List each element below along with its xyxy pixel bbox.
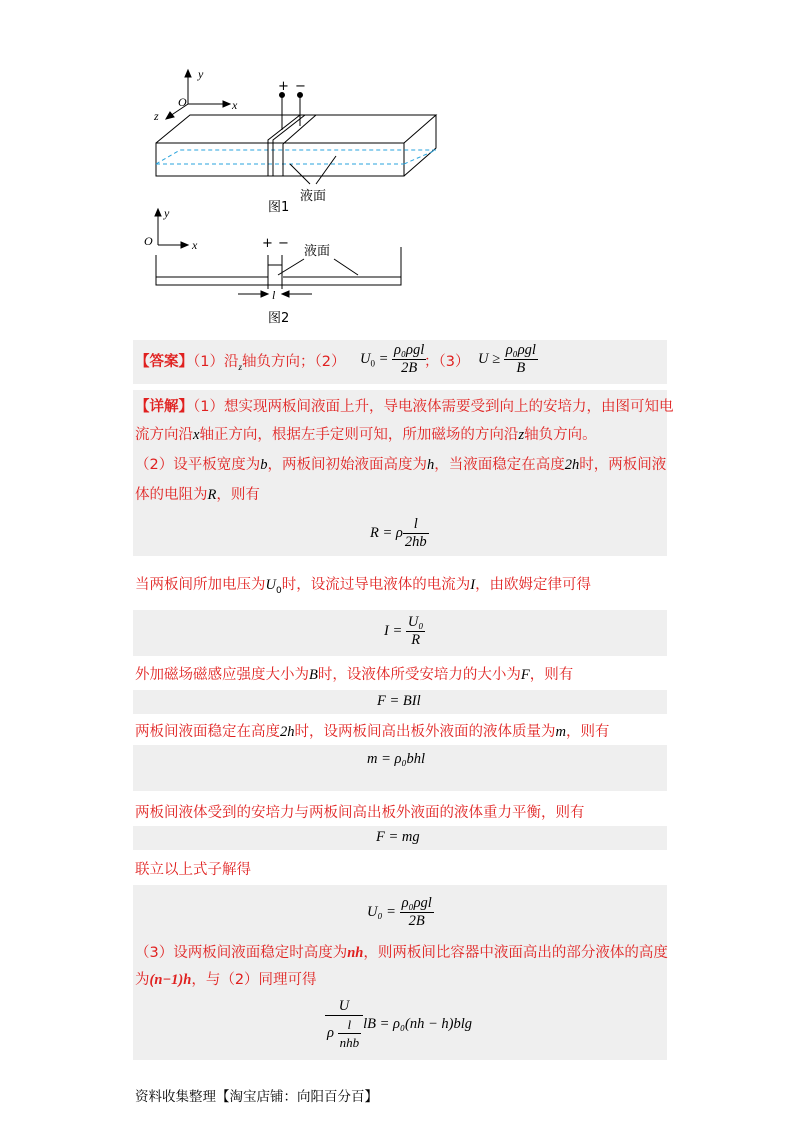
- detail-line-6: [135, 665, 573, 685]
- formula-i: [384, 614, 425, 649]
- last-rhs: lB = ρ₀(nh − h)blg: [363, 1015, 472, 1032]
- l4-var: R: [207, 487, 217, 503]
- terminals: [280, 93, 303, 131]
- l5a: 当两板间所加电压为: [135, 577, 266, 593]
- u-num: ρ₀ρgl: [401, 895, 432, 911]
- l5c: ，由欧姆定律可得: [475, 577, 592, 593]
- l7b: 时，设两板间高出板外液面的液体质量为: [294, 724, 556, 740]
- fig1-liquid-label: 液面: [300, 189, 327, 204]
- detail-line-7: [135, 722, 609, 742]
- detail-line-9: 联立以上式子解得: [135, 862, 251, 878]
- fig1-label-o: O: [178, 95, 187, 109]
- formula-u: [367, 895, 434, 930]
- detail-line-2: [135, 425, 597, 445]
- l3-var2: h: [426, 457, 435, 473]
- answer-tag: 【答案】: [135, 354, 193, 370]
- l2b: 轴正方向，根据左手定则可知，所加磁场的方向沿: [199, 427, 519, 443]
- formula-g: F = mg: [376, 829, 420, 845]
- l7c: ，则有: [565, 724, 610, 740]
- l3d: 时，两板间液: [579, 457, 667, 473]
- fig1-label-z: z: [154, 109, 159, 123]
- l5-var1: U: [265, 577, 276, 593]
- detail-line-1: [135, 397, 673, 417]
- l10a: （3）设两板间液面稳定时高度为: [135, 945, 348, 961]
- l11b: ，与（2）同理可得: [191, 972, 317, 988]
- l6b: 时，设液体所受安培力的大小为: [317, 667, 521, 683]
- l10b: ，则两板间比容器中液面高出的部分液体的高度: [363, 945, 668, 961]
- l6-var2: F: [520, 667, 530, 683]
- l7-var2: m: [555, 724, 566, 740]
- l5b: 时，设流过导电液体的电流为: [281, 577, 471, 593]
- l2c: 轴负方向。: [524, 427, 597, 443]
- detail-line-5: 当两板间所加电压为$U_0$时，设流过导电液体的电流为I，由欧姆定律可得: [135, 577, 592, 596]
- answer-formula-2: $U_0$ = $\frac{\text{ρ₀ρgl}}{2B}$: [360, 342, 425, 376]
- fig1-label-x: x: [232, 98, 238, 112]
- l2-var1: x: [193, 427, 200, 443]
- i-num: U₀: [407, 614, 424, 630]
- detail-line-4: [135, 485, 260, 505]
- f2-num: ρ₀ρgl: [394, 342, 425, 358]
- f2-eq: =: [374, 350, 393, 367]
- l11a: 为: [135, 972, 150, 988]
- l11-var: (n−1)h: [149, 972, 192, 988]
- f2-den: 2B: [401, 360, 418, 376]
- u-den: 2B: [408, 913, 425, 929]
- axes-icon: [155, 209, 188, 248]
- answer-part1-var: z: [238, 361, 242, 372]
- answer-part1-tail: 轴负方向；（2）: [242, 354, 346, 370]
- f3-num: ρ₀ρgl: [505, 342, 536, 358]
- u-lhs: U₀ =: [367, 903, 400, 920]
- fig2-label-y: y: [164, 206, 170, 220]
- figure-2: [140, 205, 410, 315]
- l6a: 外加磁场磁感应强度大小为: [135, 667, 309, 683]
- container-section: [156, 247, 401, 289]
- last-den-rho: ρ: [327, 1024, 334, 1041]
- fig1-plus: +: [278, 79, 289, 94]
- r-num: l: [403, 516, 429, 534]
- l4b: ，则有: [216, 487, 260, 503]
- fig2-gap-label: l: [272, 288, 276, 302]
- fig2-label-o: O: [144, 234, 153, 248]
- detail-line-8: 两板间液体受到的安培力与两板间高出板外液面的液体重力平衡，则有: [135, 805, 585, 821]
- f3-den: B: [516, 360, 526, 376]
- detail-line1-text: （1）想实现两板间液面上升，导电液体需要受到向上的安培力，由图可知电: [193, 399, 674, 415]
- container-box: [156, 115, 436, 176]
- f2-lhs: U: [360, 350, 371, 367]
- figure-1-caption: 图1: [268, 200, 290, 215]
- l3c: ，当液面稳定在高度: [434, 457, 565, 473]
- l2a: 流方向沿: [135, 427, 193, 443]
- l6c: ，则有: [529, 667, 574, 683]
- l3-var3: 2h: [564, 457, 580, 473]
- figure-2-caption: 图2: [268, 311, 290, 326]
- answer-formula-3: [478, 342, 538, 377]
- liquid-surface: [156, 150, 436, 164]
- answer-line: [135, 352, 345, 377]
- l7-var1: 2h: [280, 724, 295, 740]
- l10-var: nh: [347, 945, 364, 961]
- fig2-liquid-label: 液面: [304, 244, 331, 259]
- last-inner-num: l: [338, 1016, 362, 1034]
- plates: [268, 115, 316, 176]
- detail-line-11: [135, 970, 317, 990]
- f3-lhs: U ≥: [478, 350, 504, 367]
- answer-part1: （1）沿: [193, 354, 239, 370]
- l5-var2: I: [470, 577, 476, 593]
- i-den: R: [411, 632, 421, 648]
- l3-var1: b: [260, 457, 268, 473]
- r-den: 2hb: [404, 534, 427, 550]
- l4a: 体的电阻为: [135, 487, 208, 503]
- last-inner-den: nhb: [339, 1035, 360, 1050]
- formula-r: [370, 516, 429, 551]
- formula-f: F = BIl: [377, 693, 421, 709]
- i-lhs: I =: [384, 622, 406, 639]
- fig1-minus: −: [295, 79, 306, 94]
- fig2-plus: +: [262, 236, 273, 251]
- formula-m: m = ρ₀bhl: [367, 751, 426, 767]
- detail-line-10: [135, 943, 668, 963]
- l6-var1: B: [309, 667, 318, 683]
- answer-part3: ；（3）: [424, 354, 470, 370]
- detail-line-3: [135, 455, 666, 475]
- fig1-label-y: y: [198, 67, 204, 81]
- l3b: ，两板间初始液面高度为: [267, 457, 427, 473]
- detail-tag: 【详解】: [135, 399, 193, 415]
- footer-text: 资料收集整理【淘宝店铺：向阳百分百】: [135, 1089, 378, 1105]
- fig2-label-x: x: [192, 238, 198, 252]
- fig2-minus: −: [278, 236, 289, 251]
- l7a: 两板间液面稳定在高度: [135, 724, 280, 740]
- figure-1: [140, 60, 450, 220]
- l2-var2: z: [518, 427, 525, 443]
- r-lhs: R = ρ: [370, 524, 403, 541]
- last-num: U: [325, 998, 363, 1016]
- formula-last: [325, 998, 472, 1051]
- l3a: （2）设平板宽度为: [135, 457, 261, 473]
